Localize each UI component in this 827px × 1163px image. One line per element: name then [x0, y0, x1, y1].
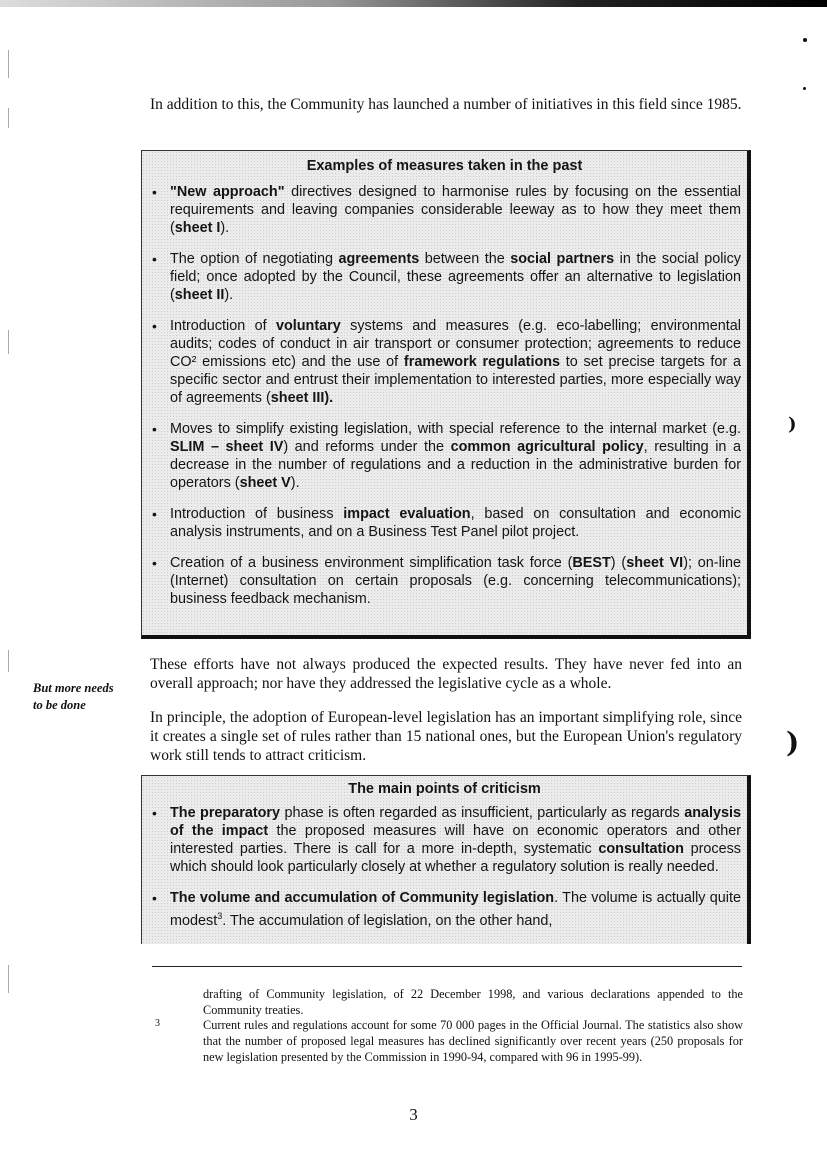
bullet-item [142, 317, 747, 407]
bullet-item [142, 554, 747, 608]
bullet-text: analysis of the impact [170, 805, 741, 839]
measures-list [142, 183, 747, 608]
top-edge-scan-line [0, 0, 827, 7]
bullet-text: framework regulations [403, 354, 561, 370]
bullet-text: Creation of a business environment simplification task force ( [170, 555, 573, 571]
bullet-text: The option of negotiating [170, 251, 339, 267]
bullet-text: systems and measures (e.g. eco-labelling; environmental audits; codes of conduct in air transport or consumer protection; agreements to reduce CO² emissions etc) and the use of [170, 318, 741, 370]
bullet-text: 3 [217, 911, 223, 921]
left-edge-mark [8, 330, 9, 354]
left-edge-mark [8, 650, 9, 672]
criticism-box [141, 775, 751, 944]
edge-paren-mark: ) [786, 726, 800, 759]
bullet-text: phase is often regarded as insufficient, particularly as regards [280, 805, 685, 821]
bullet-text: , based on consultation and economic analysis instruments, and on a Business Test Panel pilot project. [170, 506, 742, 540]
bullet-icon: • [152, 184, 157, 200]
bullet-text: ) ( [610, 555, 627, 571]
bullet-text: ). [220, 220, 230, 236]
bullet-item [142, 804, 747, 876]
bullet-text: sheet II [174, 287, 225, 303]
efforts-paragraph: These efforts have not always produced the expected results. They have never fed into an overall approach; nor have they addressed the legislative cycle as a whole. [150, 656, 742, 692]
criticism-box-title: The main points of criticism [348, 781, 541, 797]
bullet-text: the proposed measures will have on economic operators and other interested parties. There is call for a more in-depth, systematic [170, 823, 741, 857]
scan-dot [803, 87, 806, 90]
principle-paragraph: In principle, the adoption of European-level legislation has an important simplifying role, since it creates a single set of rules rather than 15 national ones, but the European Union's regulatory work still tends to attract criticism. [150, 709, 742, 764]
intro-paragraph: In addition to this, the Community has launched a number of initiatives in this field since 1985. [150, 96, 742, 113]
bullet-icon: • [152, 555, 157, 571]
bullet-text: . The accumulation of legislation, on the other hand, [222, 912, 553, 929]
measures-box-title: Examples of measures taken in the past [306, 158, 583, 174]
edge-paren-mark: ) [788, 414, 797, 435]
bullet-text: in the social policy field; once adopted by the Council, these agreements offer an alternative to legislation ( [170, 251, 741, 303]
footnote-continued: drafting of Community legislation, of 22 December 1998, and various declarations appended to the Community treaties. [203, 987, 743, 1017]
bullet-text: Moves to simplify existing legislation, with special reference to the internal market (e.g. [170, 421, 741, 437]
bullet-text: The volume and accumulation of Community legislation [170, 890, 555, 906]
bullet-text: to set precise targets for a specific sector and entrust their implementation to interested parties, more especially way of agreements ( [170, 354, 741, 406]
criticism-list [142, 804, 747, 930]
bullet-text: Introduction of business [170, 506, 344, 522]
bullet-text: ) and reforms under the [283, 439, 451, 455]
bullet-item [142, 889, 747, 930]
bullet-text: common agricultural policy [450, 439, 644, 455]
bullet-text: The preparatory [170, 805, 281, 821]
bullet-text: , resulting in a decrease in the number of regulations and a reduction in the administrative burden for operators ( [170, 439, 742, 491]
bullet-text: consultation [598, 841, 684, 857]
bullet-item [142, 183, 747, 237]
bullet-icon: • [152, 318, 157, 334]
bullet-text: . The volume is actually quite modest [170, 890, 742, 929]
bullet-text: Introduction of [170, 318, 276, 334]
bullet-text: between the [419, 251, 511, 267]
bullet-text: social partners [510, 251, 615, 267]
bullet-text: ). [290, 475, 300, 491]
page-number: 3 [409, 1105, 418, 1124]
bullet-icon: • [152, 506, 157, 522]
bullet-text: SLIM – sheet IV [170, 439, 284, 455]
bullet-text: impact evaluation [343, 506, 471, 522]
footnote-separator [152, 966, 742, 967]
bullet-text: process which should look particularly closely at whether a regulatory solution is really needed. [170, 841, 742, 875]
bullet-item [142, 505, 747, 541]
left-edge-mark [8, 965, 9, 993]
bullet-icon: • [152, 251, 157, 267]
bullet-text: sheet VI [626, 555, 684, 571]
bullet-icon: • [152, 805, 157, 821]
bullet-text: ); on-line (Internet) consultation on certain proposals (e.g. concerning telecommunications); business feedback mechanism. [170, 555, 741, 607]
bullet-text: sheet I [174, 220, 221, 236]
bullet-text: ). [224, 287, 234, 303]
scan-dot [803, 38, 807, 42]
footnote-3-text: Current rules and regulations account for some 70 000 pages in the Official Journal. The statistics also show that the number of proposed legal measures has declined significantly over recent years (250 proposals for new legislation presented by the Commission in 1990-94, compared with 96 in 1995-99). [203, 1018, 743, 1064]
left-edge-mark [8, 108, 9, 128]
bullet-item [142, 250, 747, 304]
bullet-text: sheet III). [270, 390, 334, 406]
bullet-icon: • [152, 421, 157, 437]
bullet-icon: • [152, 890, 157, 906]
bullet-text: "New approach" [170, 184, 285, 200]
bullet-text: agreements [338, 251, 420, 267]
footnote-3-number: 3 [155, 1018, 160, 1029]
margin-note: But more needs to be done [33, 681, 114, 712]
bullet-text: directives designed to harmonise rules by focusing on the essential requirements and leaving companies considerable leeway as to how they meet them ( [170, 184, 741, 236]
bullet-item [142, 420, 747, 492]
left-edge-mark [8, 50, 9, 78]
bullet-text: sheet V [239, 475, 291, 491]
bullet-text: voluntary [275, 318, 341, 334]
bullet-text: BEST [572, 555, 611, 571]
measures-box [141, 150, 751, 639]
